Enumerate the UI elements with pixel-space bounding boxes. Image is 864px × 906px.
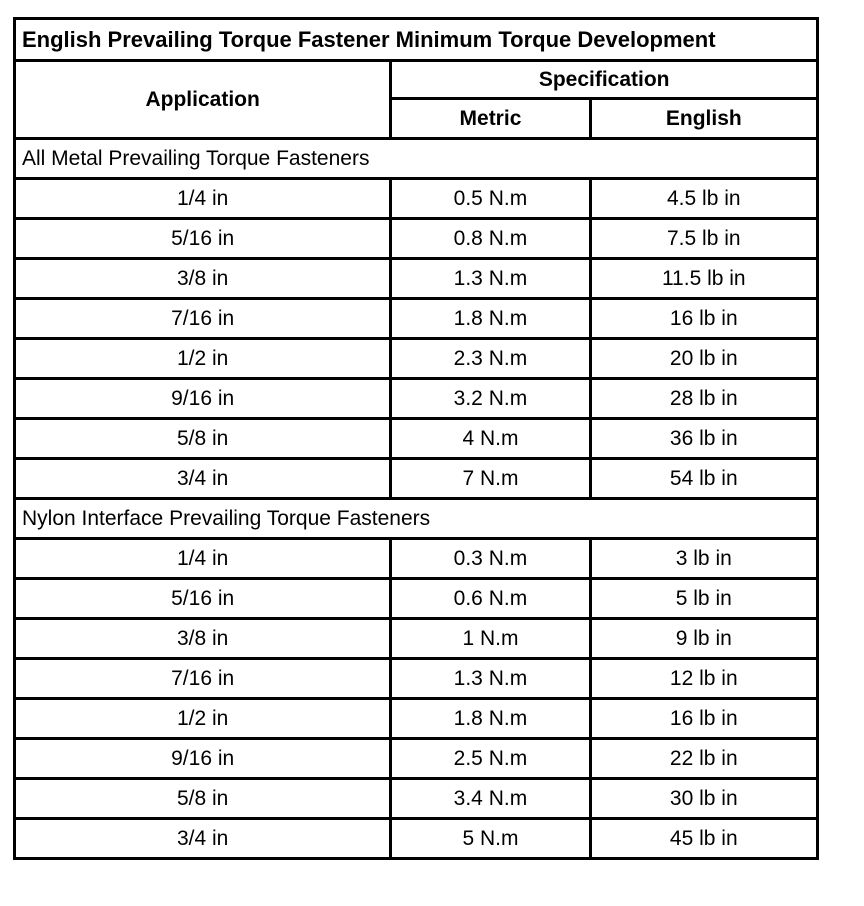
size-cell: 1/4 in — [15, 179, 391, 219]
metric-cell: 0.5 N.m — [391, 179, 590, 219]
english-cell: 12 lb in — [590, 659, 817, 699]
metric-cell: 7 N.m — [391, 459, 590, 499]
size-cell: 7/16 in — [15, 659, 391, 699]
english-cell: 16 lb in — [590, 299, 817, 339]
metric-cell: 4 N.m — [391, 419, 590, 459]
size-cell: 3/4 in — [15, 459, 391, 499]
section-title: Nylon Interface Prevailing Torque Fasteners — [15, 499, 818, 539]
table-row — [15, 339, 818, 379]
metric-cell: 1.8 N.m — [391, 699, 590, 739]
english-cell: 4.5 lb in — [590, 179, 817, 219]
english-cell: 3 lb in — [590, 539, 817, 579]
metric-cell: 1 N.m — [391, 619, 590, 659]
metric-cell: 1.8 N.m — [391, 299, 590, 339]
size-cell: 5/8 in — [15, 779, 391, 819]
metric-cell: 5 N.m — [391, 819, 590, 859]
table-row — [15, 179, 818, 219]
metric-cell: 0.8 N.m — [391, 219, 590, 259]
torque-spec-table — [13, 17, 819, 860]
size-cell: 5/16 in — [15, 579, 391, 619]
english-cell: 20 lb in — [590, 339, 817, 379]
english-cell: 16 lb in — [590, 699, 817, 739]
size-cell: 7/16 in — [15, 299, 391, 339]
size-cell: 3/8 in — [15, 259, 391, 299]
table-row — [15, 259, 818, 299]
metric-cell: 3.4 N.m — [391, 779, 590, 819]
english-cell: 45 lb in — [590, 819, 817, 859]
size-cell: 9/16 in — [15, 379, 391, 419]
english-cell: 36 lb in — [590, 419, 817, 459]
english-cell: 54 lb in — [590, 459, 817, 499]
specification-header: Specification — [391, 61, 818, 99]
table-row — [15, 219, 818, 259]
table-row — [15, 699, 818, 739]
table-row — [15, 659, 818, 699]
size-cell: 1/2 in — [15, 339, 391, 379]
section-row — [15, 139, 818, 179]
english-cell: 11.5 lb in — [590, 259, 817, 299]
size-cell: 5/8 in — [15, 419, 391, 459]
size-cell: 1/2 in — [15, 699, 391, 739]
table-row — [15, 459, 818, 499]
english-cell: 7.5 lb in — [590, 219, 817, 259]
english-cell: 28 lb in — [590, 379, 817, 419]
size-cell: 3/8 in — [15, 619, 391, 659]
section-row — [15, 499, 818, 539]
size-cell: 1/4 in — [15, 539, 391, 579]
table-body — [15, 139, 818, 859]
metric-cell: 2.3 N.m — [391, 339, 590, 379]
metric-cell: 1.3 N.m — [391, 659, 590, 699]
metric-cell: 2.5 N.m — [391, 739, 590, 779]
table-row — [15, 299, 818, 339]
table-row — [15, 539, 818, 579]
size-cell: 3/4 in — [15, 819, 391, 859]
table-title: English Prevailing Torque Fastener Minimum Torque Development — [15, 19, 818, 61]
application-header: Application — [15, 61, 391, 139]
english-cell: 22 lb in — [590, 739, 817, 779]
table-row — [15, 819, 818, 859]
english-cell: 9 lb in — [590, 619, 817, 659]
metric-cell: 0.3 N.m — [391, 539, 590, 579]
english-cell: 5 lb in — [590, 579, 817, 619]
size-cell: 9/16 in — [15, 739, 391, 779]
english-cell: 30 lb in — [590, 779, 817, 819]
section-title: All Metal Prevailing Torque Fasteners — [15, 139, 818, 179]
english-header: English — [590, 99, 817, 139]
table-row — [15, 739, 818, 779]
table-row — [15, 579, 818, 619]
table-row — [15, 419, 818, 459]
metric-header: Metric — [391, 99, 590, 139]
table-row — [15, 779, 818, 819]
table-row — [15, 379, 818, 419]
metric-cell: 0.6 N.m — [391, 579, 590, 619]
size-cell: 5/16 in — [15, 219, 391, 259]
metric-cell: 1.3 N.m — [391, 259, 590, 299]
metric-cell: 3.2 N.m — [391, 379, 590, 419]
table-row — [15, 619, 818, 659]
